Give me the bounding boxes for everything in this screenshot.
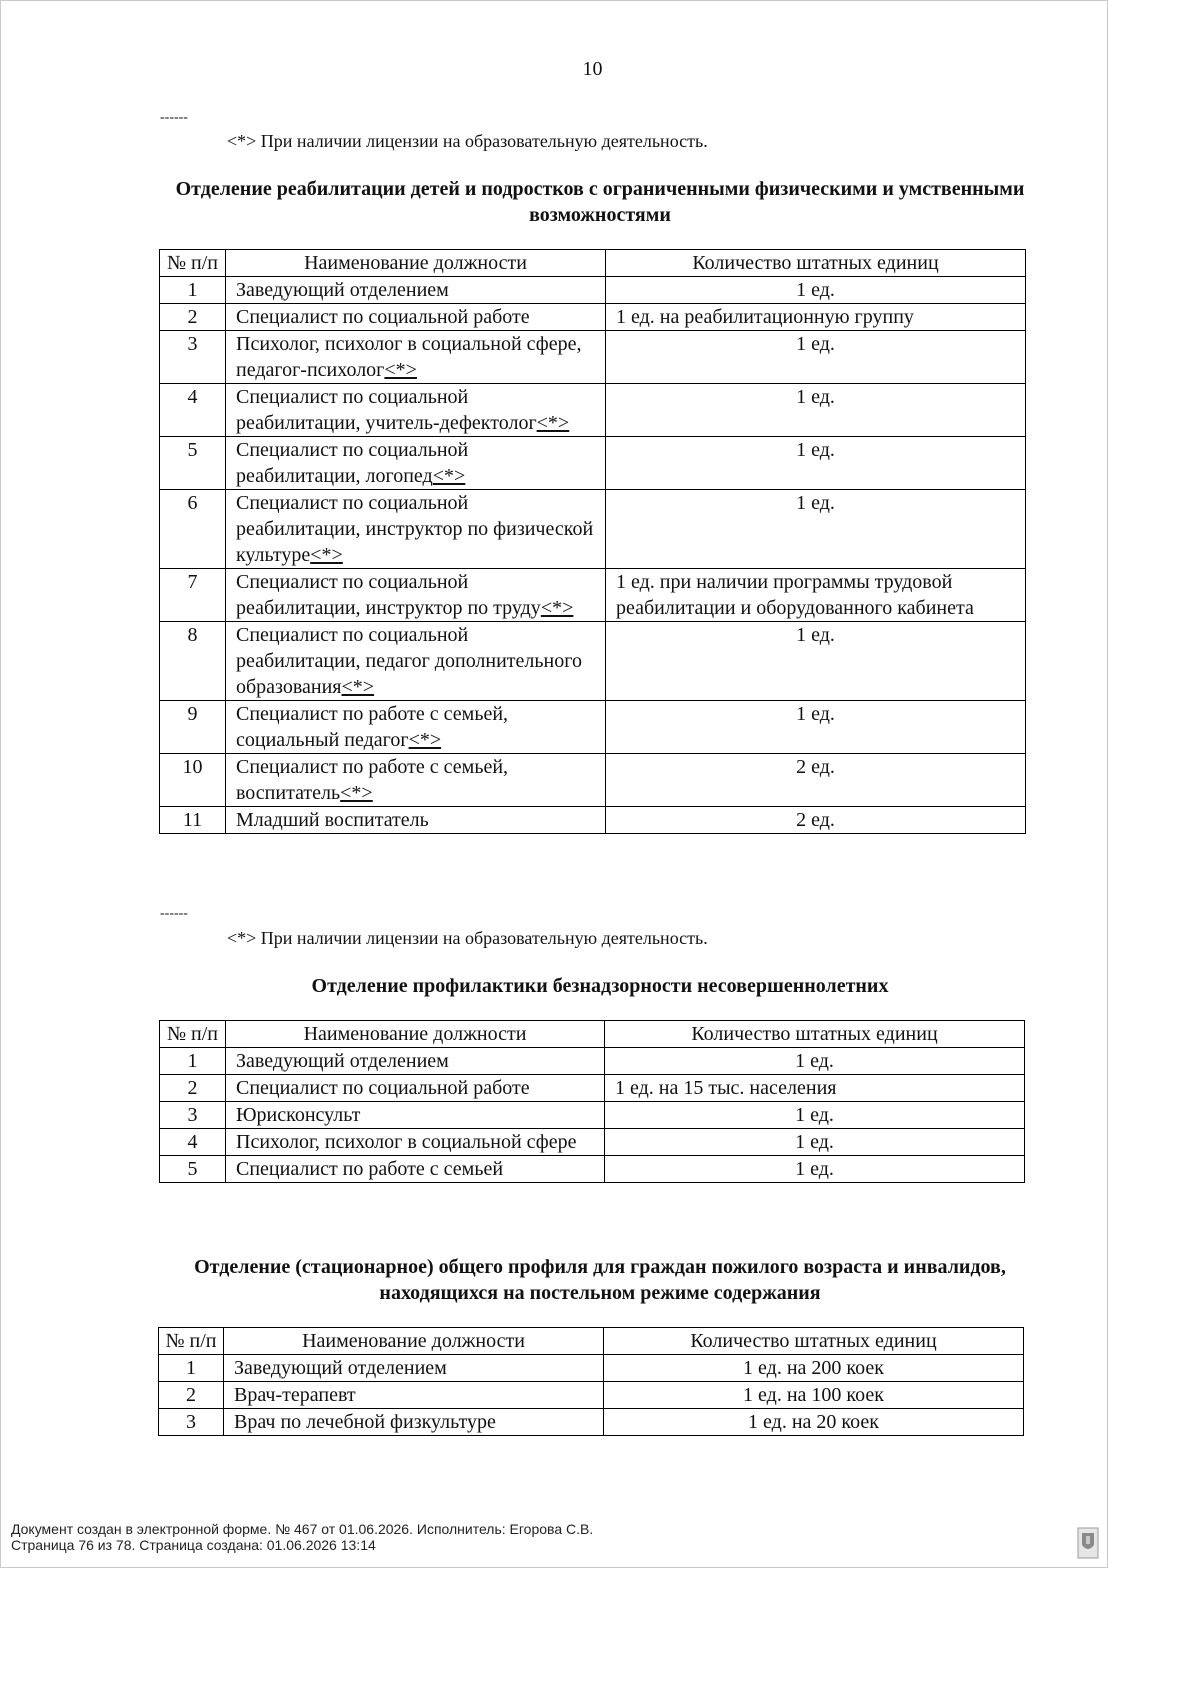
position-name	[226, 331, 606, 384]
row-number: 4	[160, 1129, 226, 1156]
position-name	[226, 490, 606, 569]
position-name-text: Специалист по социальной реабилитации, логопед	[236, 439, 469, 487]
staff-units: 1 ед.	[606, 384, 1026, 437]
staff-units: 2 ед.	[606, 754, 1026, 807]
document-footer	[11, 1521, 593, 1553]
header-qty: Количество штатных единиц	[605, 1021, 1025, 1048]
header-num: № п/п	[160, 250, 226, 277]
position-name-text: Заведующий отделением	[236, 279, 449, 301]
table-row	[160, 384, 1026, 437]
position-name-text: Специалист по социальной реабилитации, инструктор по труду	[236, 571, 541, 619]
staff-units: 1 ед. на 20 коек	[604, 1409, 1024, 1436]
row-number: 1	[160, 277, 226, 304]
row-number: 1	[160, 1048, 226, 1075]
position-name	[226, 277, 606, 304]
license-footnote-link: <*>	[341, 676, 375, 698]
table-row	[160, 569, 1026, 622]
row-number: 5	[160, 437, 226, 490]
staff-units: 1 ед.	[606, 277, 1026, 304]
row-number: 8	[160, 622, 226, 701]
license-footnote-link: <*>	[384, 359, 417, 381]
position-name	[226, 1102, 605, 1129]
row-number: 9	[160, 701, 226, 754]
footer-line-2: Страница 76 из 78. Страница создана: 01.06.2026 13:14	[11, 1537, 376, 1553]
staff-units: 1 ед.	[606, 331, 1026, 384]
table-row	[160, 1129, 1025, 1156]
staff-units: 1 ед.	[605, 1129, 1025, 1156]
table-row	[160, 622, 1026, 701]
license-footnote-link: <*>	[540, 597, 574, 619]
position-name	[226, 1075, 605, 1102]
header-num: № п/п	[159, 1328, 224, 1355]
staff-units: 1 ед.	[606, 701, 1026, 754]
footnote-separator-2: ------	[160, 906, 188, 921]
staff-units: 1 ед.	[606, 490, 1026, 569]
staff-units: 1 ед.	[606, 622, 1026, 701]
header-qty: Количество штатных единиц	[604, 1328, 1024, 1355]
license-footnote-link: <*>	[340, 782, 373, 804]
table-row	[160, 1075, 1025, 1102]
staff-units: 1 ед.	[605, 1102, 1025, 1129]
position-name-text: Заведующий отделением	[236, 1050, 449, 1072]
table-row	[160, 701, 1026, 754]
staff-table-inpatient	[158, 1327, 1024, 1436]
table-row	[160, 490, 1026, 569]
header-num: № п/п	[160, 1021, 226, 1048]
row-number: 11	[160, 807, 226, 834]
staff-units: 1 ед. на 15 тыс. населения	[605, 1075, 1025, 1102]
position-name-text: Заведующий отделением	[234, 1357, 447, 1379]
staff-units: 1 ед.	[605, 1048, 1025, 1075]
footer-line-1: Документ создан в электронной форме. № 467 от 01.06.2026. Исполнитель: Егорова С.В.	[11, 1521, 594, 1537]
header-name: Наименование должности	[226, 250, 606, 277]
footnote-separator: ------	[160, 110, 188, 125]
position-name-text: Психолог, психолог в социальной сфере	[236, 1131, 577, 1153]
license-footnote-link: <*>	[408, 729, 442, 751]
position-name	[226, 384, 606, 437]
position-name	[226, 1048, 605, 1075]
staff-units: 1 ед.	[606, 437, 1026, 490]
position-name-text: Специалист по социальной работе	[236, 306, 530, 328]
license-footnote-link: <*>	[536, 412, 570, 434]
position-name	[226, 569, 606, 622]
section-title-inpatient: Отделение (стационарное) общего профиля для граждан пожилого возраста и инвалидов, находящихся на постельном режиме содержания	[194, 1256, 1006, 1304]
table-row	[160, 754, 1026, 807]
position-name-text: Юрисконсульт	[236, 1104, 361, 1126]
position-name	[226, 754, 606, 807]
page-number: 10	[582, 58, 603, 80]
footnote-note: <*> При наличии лицензии на образовательную деятельность.	[227, 131, 708, 151]
footnote-note-2: <*> При наличии лицензии на образовательную деятельность.	[227, 928, 708, 948]
row-number: 4	[160, 384, 226, 437]
position-name	[226, 622, 606, 701]
position-name-text: Специалист по социальной работе	[236, 1077, 530, 1099]
staff-units: 2 ед.	[606, 807, 1026, 834]
position-name	[224, 1382, 604, 1409]
position-name	[226, 304, 606, 331]
staff-table-prevention	[159, 1020, 1025, 1183]
position-name	[226, 437, 606, 490]
row-number: 3	[160, 1102, 226, 1129]
row-number: 5	[160, 1156, 226, 1183]
license-footnote-link: <*>	[310, 544, 343, 566]
row-number: 7	[160, 569, 226, 622]
position-name-text: Младший воспитатель	[236, 809, 429, 831]
row-number: 3	[159, 1409, 224, 1436]
staff-table-rehabilitation	[159, 249, 1026, 834]
position-name	[226, 807, 606, 834]
position-name	[224, 1409, 604, 1436]
position-name	[226, 701, 606, 754]
position-name-text: Психолог, психолог в социальной сфере, педагог-психолог	[236, 333, 582, 381]
license-footnote-link: <*>	[432, 465, 466, 487]
row-number: 2	[159, 1382, 224, 1409]
row-number: 6	[160, 490, 226, 569]
position-name-text: Специалист по социальной реабилитации, учитель-дефектолог	[236, 386, 537, 434]
header-name: Наименование должности	[226, 1021, 605, 1048]
position-name-text: Врач-терапевт	[234, 1384, 356, 1406]
section-title-prevention: Отделение профилактики безнадзорности несовершеннолетних	[311, 975, 889, 997]
coat-of-arms-icon	[1077, 1527, 1099, 1559]
position-name-text: Специалист по социальной реабилитации, педагог дополнительного образования	[236, 624, 582, 698]
position-name-text: Специалист по социальной реабилитации, инструктор по физической культуре	[236, 492, 594, 566]
position-name	[226, 1129, 605, 1156]
table-row	[160, 304, 1026, 331]
row-number: 2	[160, 1075, 226, 1102]
staff-units: 1 ед. на 200 коек	[604, 1355, 1024, 1382]
table-header-row	[160, 1021, 1025, 1048]
table-row	[160, 1156, 1025, 1183]
table-row	[160, 1048, 1025, 1075]
section-title-rehabilitation: Отделение реабилитации детей и подростков с ограниченными физическими и умственными возможностями	[175, 178, 1025, 226]
header-name: Наименование должности	[224, 1328, 604, 1355]
table-header-row	[159, 1328, 1024, 1355]
header-qty: Количество штатных единиц	[606, 250, 1026, 277]
table-row	[159, 1382, 1024, 1409]
row-number: 2	[160, 304, 226, 331]
position-name	[224, 1355, 604, 1382]
row-number: 3	[160, 331, 226, 384]
staff-units: 1 ед. на 100 коек	[604, 1382, 1024, 1409]
staff-units: 1 ед.	[605, 1156, 1025, 1183]
position-name-text: Врач по лечебной физкультуре	[234, 1411, 496, 1433]
table-header-row	[160, 250, 1026, 277]
table-row	[160, 277, 1026, 304]
table-row	[160, 437, 1026, 490]
staff-units: 1 ед. при наличии программы трудовой реабилитации и оборудованного кабинета	[606, 569, 1026, 622]
table-row	[160, 331, 1026, 384]
row-number: 1	[159, 1355, 224, 1382]
position-name-text: Специалист по работе с семьей, воспитатель	[236, 756, 509, 804]
position-name-text: Специалист по работе с семьей	[236, 1158, 504, 1180]
table-row	[159, 1409, 1024, 1436]
position-name-text: Специалист по работе с семьей, социальный педагог	[236, 703, 509, 751]
row-number: 10	[160, 754, 226, 807]
table-row	[160, 1102, 1025, 1129]
staff-units: 1 ед. на реабилитационную группу	[606, 304, 1026, 331]
table-row	[160, 807, 1026, 834]
table-row	[159, 1355, 1024, 1382]
position-name	[226, 1156, 605, 1183]
